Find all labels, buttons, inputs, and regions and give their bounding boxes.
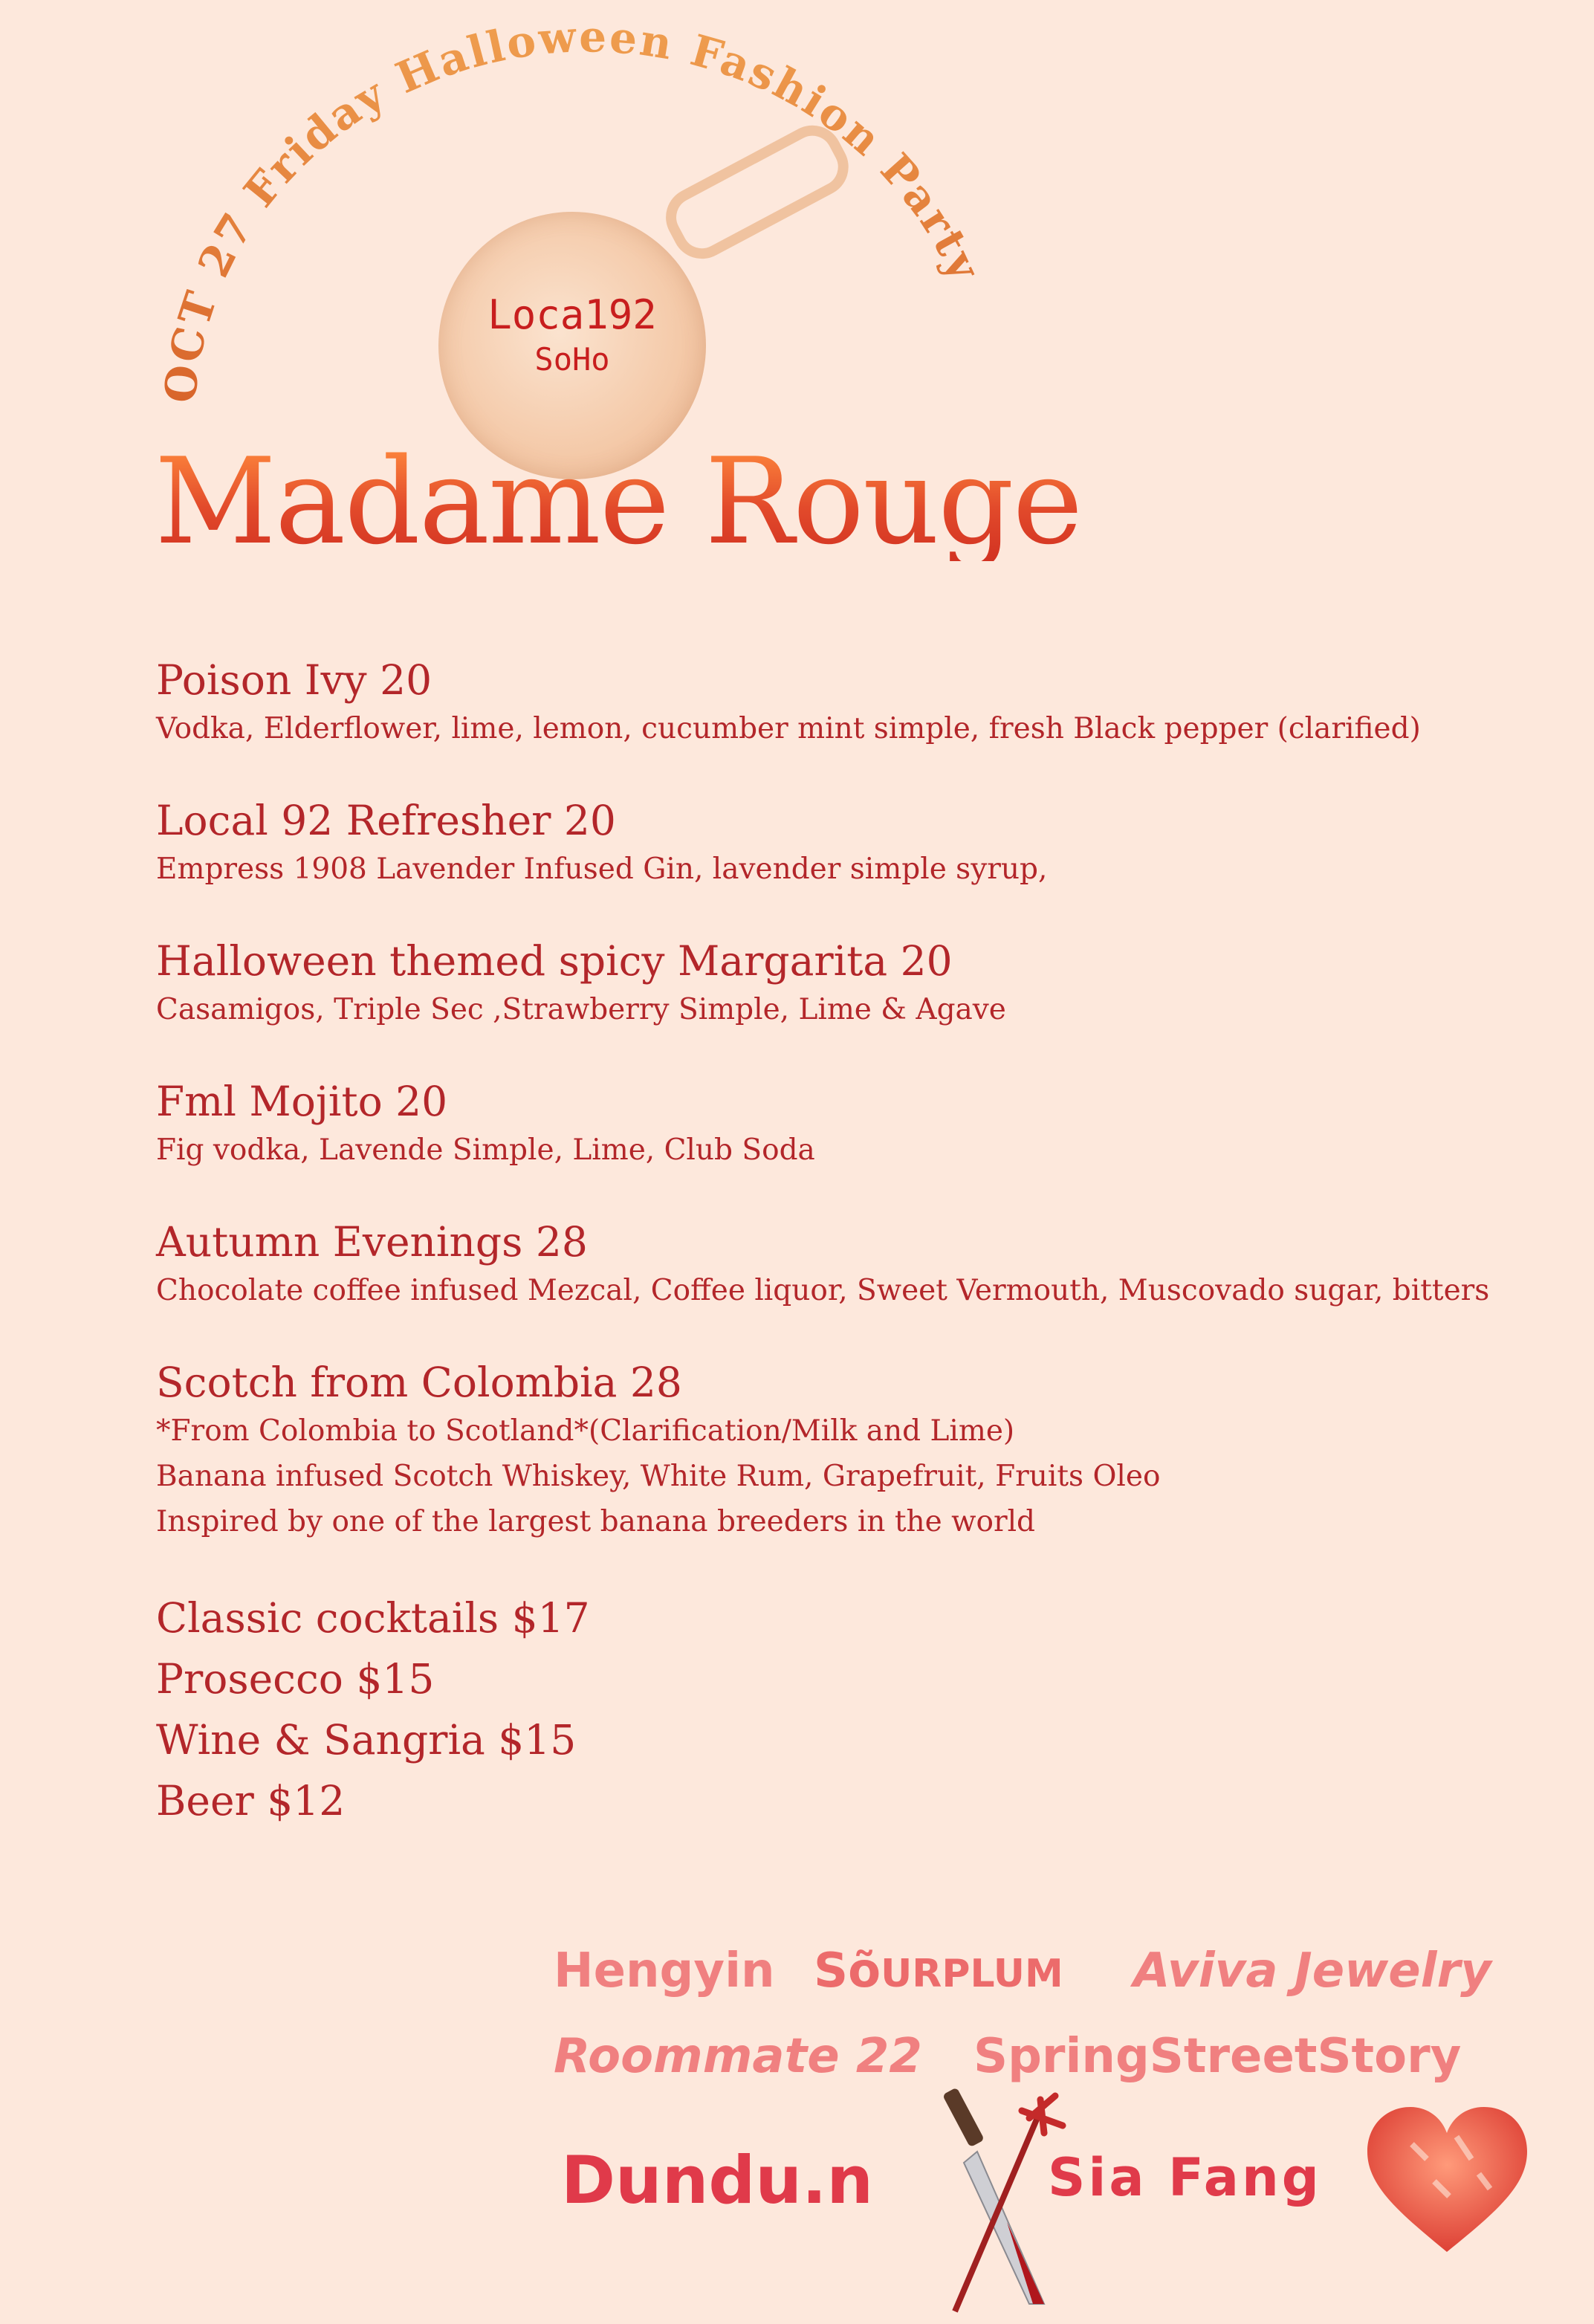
crossed-weapons	[933, 2081, 1066, 2319]
arc-title: OCT 27 Friday Halloween Fashion Party	[155, 11, 991, 406]
menu-item-desc: Casamigos, Triple Sec ,Strawberry Simple, Lime & Agave	[156, 993, 1006, 1026]
classics-list	[156, 1587, 1568, 1831]
sponsor-dundun: Dundu.n	[561, 2142, 874, 2218]
sponsor-sia-fang: Sia Fang	[1048, 2147, 1322, 2208]
menu-item-name: Scotch from Colombia 28	[156, 1359, 682, 1406]
sponsor-hengyin: Hengyin	[554, 1943, 775, 1998]
menu-item-desc: Vodka, Elderflower, lime, lemon, cucumber mint simple, fresh Black pepper (clarified)	[156, 712, 1421, 745]
menu-item-desc: Banana infused Scotch Whiskey, White Rum, Grapefruit, Fruits Oleo	[156, 1460, 1161, 1493]
menu-item-desc: *From Colombia to Scotland*(Clarification/Milk and Lime)	[156, 1414, 1015, 1448]
sponsor-aviva-jewelry: Aviva Jewelry	[1133, 1943, 1491, 1998]
menu-item-name: Poison Ivy 20	[156, 656, 432, 704]
cocktail-menu	[156, 654, 1568, 1831]
menu-item-desc: Inspired by one of the largest banana breeders in the world	[156, 1505, 1036, 1538]
menu-item-desc: Chocolate coffee infused Mezcal, Coffee liquor, Sweet Vermouth, Muscovado sugar, bitters	[156, 1274, 1490, 1307]
classic-item: Beer $12	[156, 1777, 346, 1825]
sponsor-sourplum-rest: URPLUM	[881, 1952, 1063, 1996]
heart-icon	[1367, 2107, 1527, 2256]
sponsor-springstreetstory: SpringStreetStory	[973, 2029, 1462, 2084]
header	[0, 0, 1594, 609]
classic-item: Prosecco $15	[156, 1655, 435, 1703]
classic-item: Wine & Sangria $15	[156, 1716, 577, 1764]
menu-item	[156, 1356, 1568, 1544]
menu-item-name: Halloween themed spicy Margarita 20	[156, 937, 953, 985]
classic-item: Classic cocktails $17	[156, 1594, 590, 1642]
menu-item	[156, 654, 1568, 751]
menu-item-name: Fml Mojito 20	[156, 1078, 448, 1125]
page-title: Madame Rouge	[155, 432, 1082, 571]
menu-item	[156, 794, 1568, 892]
venue-name: Loca192	[487, 291, 657, 338]
sponsor-sourplum	[814, 1943, 1063, 1998]
menu-item-name: Autumn Evenings 28	[156, 1218, 588, 1266]
menu-item-desc: Empress 1908 Lavender Infused Gin, lavender simple syrup,	[156, 852, 1048, 886]
venue-stamp	[438, 290, 706, 379]
menu-item	[156, 1216, 1568, 1313]
sponsor-roommate-22: Roommate 22	[554, 2029, 922, 2084]
menu-item	[156, 1075, 1568, 1173]
menu-item	[156, 935, 1568, 1032]
menu-item-name: Local 92 Refresher 20	[156, 797, 616, 844]
sponsor-sourplum-initial: Sõ	[814, 1943, 881, 1998]
venue-location: SoHo	[534, 340, 610, 378]
menu-item-desc: Fig vodka, Lavende Simple, Lime, Club Soda	[156, 1133, 815, 1167]
